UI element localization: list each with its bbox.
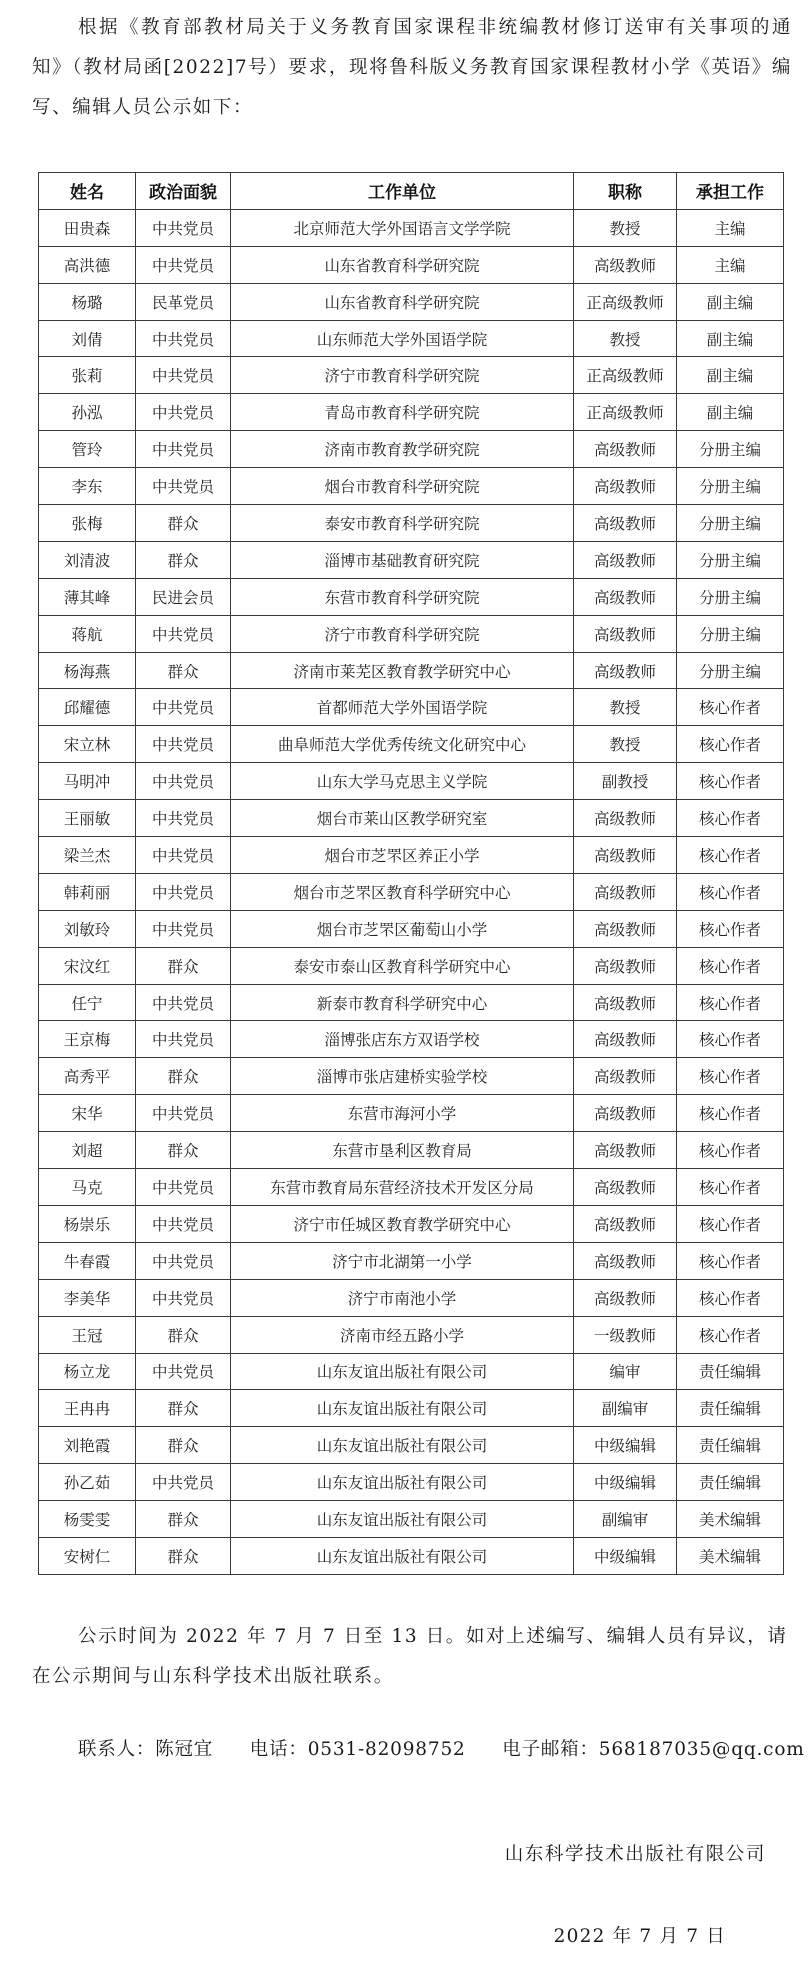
cell-professional-title: 高级教师 [574,1095,677,1132]
cell-professional-title: 教授 [574,689,677,726]
staff-table [38,172,784,1575]
cell-role: 核心作者 [677,1279,784,1316]
cell-role: 分册主编 [677,431,784,468]
cell-name: 管玲 [39,431,136,468]
publisher-signature: 山东科学技术出版社有限公司 [504,1844,766,1865]
contact-phone: 电话：0531-82098752 [249,1739,466,1760]
cell-political-status: 群众 [136,541,231,578]
cell-name: 田贵森 [39,209,136,246]
table-row [39,1390,784,1427]
table-row [39,1316,784,1353]
cell-professional-title: 高级教师 [574,1169,677,1206]
cell-political-status: 中共党员 [136,800,231,837]
cell-professional-title: 副编审 [574,1390,677,1427]
cell-professional-title: 副编审 [574,1501,677,1538]
cell-name: 牛春霞 [39,1242,136,1279]
cell-work-unit: 山东友谊出版社有限公司 [231,1390,574,1427]
cell-name: 高洪德 [39,246,136,283]
cell-name: 李美华 [39,1279,136,1316]
cell-professional-title: 一级教师 [574,1316,677,1353]
cell-name: 宋华 [39,1095,136,1132]
cell-role: 分册主编 [677,541,784,578]
table-row [39,357,784,394]
cell-political-status: 群众 [136,947,231,984]
cell-work-unit: 新泰市教育科学研究中心 [231,984,574,1021]
table-row [39,468,784,505]
cell-political-status: 中共党员 [136,468,231,505]
header-work-unit: 工作单位 [231,173,574,210]
table-row [39,246,784,283]
table-row [39,394,784,431]
cell-professional-title: 高级教师 [574,873,677,910]
table-row [39,1095,784,1132]
cell-political-status: 中共党员 [136,615,231,652]
cell-work-unit: 烟台市莱山区教学研究室 [231,800,574,837]
table-row [39,615,784,652]
cell-role: 核心作者 [677,800,784,837]
cell-role: 核心作者 [677,1095,784,1132]
table-row [39,1242,784,1279]
cell-professional-title: 中级编辑 [574,1464,677,1501]
cell-work-unit: 烟台市教育科学研究院 [231,468,574,505]
cell-role: 主编 [677,246,784,283]
cell-name: 王冉冉 [39,1390,136,1427]
header-role: 承担工作 [677,173,784,210]
cell-professional-title: 高级教师 [574,1132,677,1169]
cell-name: 刘超 [39,1132,136,1169]
cell-political-status: 中共党员 [136,431,231,468]
cell-political-status: 群众 [136,1537,231,1574]
cell-work-unit: 青岛市教育科学研究院 [231,394,574,431]
cell-political-status: 中共党员 [136,1279,231,1316]
table-row [39,763,784,800]
issue-date: 2022 年 7 月 7 日 [553,1926,726,1947]
table-row [39,873,784,910]
cell-political-status: 群众 [136,505,231,542]
cell-political-status: 群众 [136,1058,231,1095]
cell-political-status: 中共党员 [136,209,231,246]
cell-work-unit: 烟台市芝罘区葡萄山小学 [231,910,574,947]
cell-professional-title: 高级教师 [574,984,677,1021]
table-row [39,1501,784,1538]
cell-work-unit: 泰安市泰山区教育科学研究中心 [231,947,574,984]
cell-work-unit: 泰安市教育科学研究院 [231,505,574,542]
cell-political-status: 民进会员 [136,578,231,615]
table-row [39,283,784,320]
cell-name: 刘艳霞 [39,1427,136,1464]
cell-name: 刘清波 [39,541,136,578]
cell-professional-title: 正高级教师 [574,283,677,320]
cell-work-unit: 济南市经五路小学 [231,1316,574,1353]
cell-political-status: 群众 [136,1316,231,1353]
table-row [39,1279,784,1316]
cell-professional-title: 中级编辑 [574,1537,677,1574]
cell-role: 核心作者 [677,837,784,874]
cell-name: 杨海燕 [39,652,136,689]
cell-professional-title: 编审 [574,1353,677,1390]
cell-political-status: 中共党员 [136,1353,231,1390]
cell-political-status: 中共党员 [136,320,231,357]
cell-political-status: 群众 [136,1427,231,1464]
cell-name: 梁兰杰 [39,837,136,874]
cell-political-status: 中共党员 [136,726,231,763]
cell-work-unit: 山东友谊出版社有限公司 [231,1464,574,1501]
cell-political-status: 群众 [136,652,231,689]
cell-name: 孙泓 [39,394,136,431]
cell-name: 王冠 [39,1316,136,1353]
table-row [39,837,784,874]
cell-political-status: 群众 [136,1501,231,1538]
table-row [39,320,784,357]
table-row [39,910,784,947]
cell-professional-title: 高级教师 [574,837,677,874]
cell-work-unit: 淄博市基础教育研究院 [231,541,574,578]
cell-name: 蒋航 [39,615,136,652]
cell-political-status: 中共党员 [136,1021,231,1058]
cell-role: 核心作者 [677,1021,784,1058]
cell-political-status: 中共党员 [136,984,231,1021]
cell-work-unit: 北京师范大学外国语言文学学院 [231,209,574,246]
cell-work-unit: 济宁市教育科学研究院 [231,357,574,394]
table-row [39,209,784,246]
cell-name: 马克 [39,1169,136,1206]
cell-name: 宋汶红 [39,947,136,984]
cell-role: 主编 [677,209,784,246]
table-row [39,431,784,468]
cell-name: 宋立林 [39,726,136,763]
cell-work-unit: 山东友谊出版社有限公司 [231,1537,574,1574]
cell-political-status: 中共党员 [136,1205,231,1242]
cell-role: 副主编 [677,357,784,394]
cell-name: 任宁 [39,984,136,1021]
cell-role: 核心作者 [677,1132,784,1169]
cell-role: 副主编 [677,394,784,431]
table-header-row [39,173,784,210]
cell-work-unit: 山东友谊出版社有限公司 [231,1501,574,1538]
cell-role: 责任编辑 [677,1464,784,1501]
cell-work-unit: 淄博张店东方双语学校 [231,1021,574,1058]
cell-political-status: 中共党员 [136,1242,231,1279]
cell-role: 美术编辑 [677,1501,784,1538]
cell-work-unit: 东营市海河小学 [231,1095,574,1132]
table-row [39,726,784,763]
cell-role: 核心作者 [677,1316,784,1353]
cell-professional-title: 高级教师 [574,615,677,652]
cell-professional-title: 高级教师 [574,910,677,947]
cell-role: 分册主编 [677,578,784,615]
cell-work-unit: 曲阜师范大学优秀传统文化研究中心 [231,726,574,763]
cell-work-unit: 首都师范大学外国语学院 [231,689,574,726]
cell-political-status: 民革党员 [136,283,231,320]
cell-work-unit: 山东友谊出版社有限公司 [231,1353,574,1390]
cell-work-unit: 山东友谊出版社有限公司 [231,1427,574,1464]
table-row [39,541,784,578]
cell-work-unit: 烟台市芝罘区养正小学 [231,837,574,874]
cell-role: 核心作者 [677,1169,784,1206]
cell-name: 刘倩 [39,320,136,357]
cell-professional-title: 高级教师 [574,1021,677,1058]
cell-political-status: 中共党员 [136,1095,231,1132]
cell-name: 韩莉丽 [39,873,136,910]
cell-name: 杨璐 [39,283,136,320]
cell-political-status: 中共党员 [136,1464,231,1501]
cell-name: 李东 [39,468,136,505]
cell-role: 核心作者 [677,947,784,984]
cell-work-unit: 济宁市北湖第一小学 [231,1242,574,1279]
cell-role: 责任编辑 [677,1427,784,1464]
cell-professional-title: 教授 [574,209,677,246]
cell-professional-title: 高级教师 [574,505,677,542]
cell-political-status: 中共党员 [136,394,231,431]
table-row [39,1427,784,1464]
cell-work-unit: 济南市教育教学研究院 [231,431,574,468]
cell-work-unit: 济宁市任城区教育教学研究中心 [231,1205,574,1242]
cell-role: 分册主编 [677,652,784,689]
cell-political-status: 中共党员 [136,763,231,800]
table-row [39,505,784,542]
table-row [39,800,784,837]
cell-professional-title: 高级教师 [574,578,677,615]
cell-professional-title: 高级教师 [574,468,677,505]
cell-work-unit: 淄博市张店建桥实验学校 [231,1058,574,1095]
table-row [39,947,784,984]
cell-name: 刘敏玲 [39,910,136,947]
cell-name: 薄其峰 [39,578,136,615]
cell-professional-title: 正高级教师 [574,357,677,394]
cell-role: 责任编辑 [677,1390,784,1427]
table-row [39,1021,784,1058]
cell-role: 核心作者 [677,873,784,910]
cell-role: 核心作者 [677,763,784,800]
cell-work-unit: 济南市莱芜区教育教学研究中心 [231,652,574,689]
cell-professional-title: 高级教师 [574,1242,677,1279]
cell-name: 王丽敏 [39,800,136,837]
cell-political-status: 群众 [136,1390,231,1427]
contact-line [32,1730,810,1770]
cell-name: 高秀平 [39,1058,136,1095]
cell-political-status: 中共党员 [136,837,231,874]
cell-political-status: 中共党员 [136,246,231,283]
cell-name: 张梅 [39,505,136,542]
table-row [39,652,784,689]
cell-name: 孙乙茹 [39,1464,136,1501]
cell-role: 副主编 [677,320,784,357]
table-body [39,209,784,1574]
cell-name: 杨立龙 [39,1353,136,1390]
table-row [39,1353,784,1390]
cell-professional-title: 教授 [574,726,677,763]
cell-political-status: 中共党员 [136,873,231,910]
cell-political-status: 中共党员 [136,1169,231,1206]
cell-role: 分册主编 [677,615,784,652]
cell-professional-title: 高级教师 [574,652,677,689]
cell-work-unit: 东营市教育科学研究院 [231,578,574,615]
cell-professional-title: 高级教师 [574,947,677,984]
table-row [39,578,784,615]
cell-role: 核心作者 [677,1058,784,1095]
cell-work-unit: 东营市教育局东营经济技术开发区分局 [231,1169,574,1206]
cell-name: 杨崇乐 [39,1205,136,1242]
cell-role: 核心作者 [677,1242,784,1279]
cell-role: 美术编辑 [677,1537,784,1574]
cell-role: 核心作者 [677,984,784,1021]
cell-professional-title: 高级教师 [574,246,677,283]
table-row [39,1058,784,1095]
cell-work-unit: 东营市垦利区教育局 [231,1132,574,1169]
cell-professional-title: 副教授 [574,763,677,800]
table-row [39,1132,784,1169]
table-row [39,689,784,726]
cell-professional-title: 高级教师 [574,431,677,468]
cell-professional-title: 高级教师 [574,1279,677,1316]
cell-name: 马明冲 [39,763,136,800]
cell-role: 核心作者 [677,726,784,763]
cell-work-unit: 山东大学马克思主义学院 [231,763,574,800]
cell-work-unit: 山东师范大学外国语学院 [231,320,574,357]
intro-paragraph: 根据《教育部教材局关于义务教育国家课程非统编教材修订送审有关事项的通知》（教材局函[2022]7号）要求，现将鲁科版义务教育国家课程教材小学《英语》编写、编辑人员公示如下： [32,17,792,118]
header-political-status: 政治面貌 [136,173,231,210]
notice-paragraph: 公示时间为 2022 年 7 月 7 日至 13 日。如对上述编写、编辑人员有异议，请在公示期间与山东科学技术出版社联系。 [32,1626,788,1687]
cell-political-status: 群众 [136,1132,231,1169]
cell-work-unit: 烟台市芝罘区教育科学研究中心 [231,873,574,910]
contact-email: 电子邮箱：568187035@qq.com [502,1739,805,1760]
cell-professional-title: 正高级教师 [574,394,677,431]
cell-professional-title: 高级教师 [574,800,677,837]
cell-role: 副主编 [677,283,784,320]
cell-political-status: 中共党员 [136,357,231,394]
cell-role: 核心作者 [677,689,784,726]
cell-name: 杨雯雯 [39,1501,136,1538]
cell-name: 邱耀德 [39,689,136,726]
cell-name: 张莉 [39,357,136,394]
cell-professional-title: 高级教师 [574,1205,677,1242]
cell-work-unit: 济宁市教育科学研究院 [231,615,574,652]
cell-role: 责任编辑 [677,1353,784,1390]
cell-professional-title: 高级教师 [574,1058,677,1095]
cell-role: 分册主编 [677,468,784,505]
cell-professional-title: 中级编辑 [574,1427,677,1464]
cell-political-status: 中共党员 [136,910,231,947]
cell-role: 核心作者 [677,910,784,947]
table-row [39,1537,784,1574]
header-professional-title: 职称 [574,173,677,210]
cell-work-unit: 山东省教育科学研究院 [231,283,574,320]
header-name: 姓名 [39,173,136,210]
cell-work-unit: 山东省教育科学研究院 [231,246,574,283]
cell-political-status: 中共党员 [136,689,231,726]
cell-work-unit: 济宁市南池小学 [231,1279,574,1316]
cell-professional-title: 高级教师 [574,541,677,578]
cell-name: 安树仁 [39,1537,136,1574]
cell-professional-title: 教授 [574,320,677,357]
cell-name: 王京梅 [39,1021,136,1058]
table-row [39,984,784,1021]
cell-role: 核心作者 [677,1205,784,1242]
table-row [39,1205,784,1242]
cell-role: 分册主编 [677,505,784,542]
table-row [39,1464,784,1501]
table-row [39,1169,784,1206]
contact-person: 联系人：陈冠宜 [78,1739,214,1760]
